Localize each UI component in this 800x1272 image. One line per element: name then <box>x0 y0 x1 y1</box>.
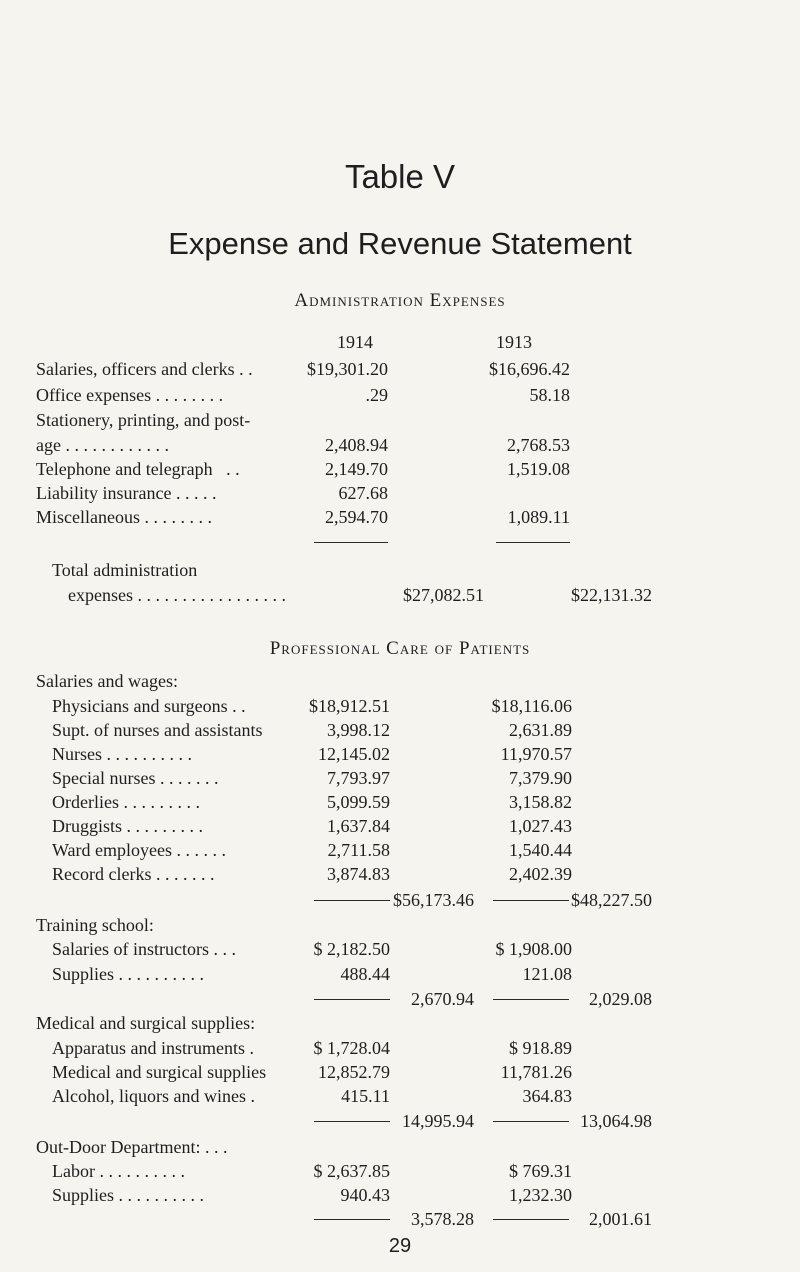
value-1914: .29 <box>365 385 388 405</box>
row-label: Miscellaneous . . . . . . . . <box>36 507 212 527</box>
value-1913: 2,402.39 <box>509 864 572 884</box>
admin-total-1913: $22,131.32 <box>571 585 652 605</box>
row-label: age . . . . . . . . . . . . <box>36 435 169 455</box>
value-1914: 2,408.94 <box>325 435 388 455</box>
value-1913: 7,379.90 <box>509 768 572 788</box>
value-1914: 2,594.70 <box>325 507 388 527</box>
admin-total-1914: $27,082.51 <box>403 585 484 605</box>
table-title: Table V <box>344 158 456 195</box>
row-label: Alcohol, liquors and wines . <box>52 1086 255 1106</box>
value-1914: $19,301.20 <box>307 359 388 379</box>
row-label: Supt. of nurses and assistants <box>52 720 263 740</box>
subtotal-rule <box>496 542 570 543</box>
group-heading: Medical and surgical supplies: <box>36 1013 256 1033</box>
value-1914: 3,874.83 <box>327 864 390 884</box>
admin-total-label: Total administration <box>52 560 198 580</box>
value-1913: 11,970.57 <box>500 744 572 764</box>
subtotal-rule <box>314 1219 390 1220</box>
value-1914: $ 2,182.50 <box>313 939 390 959</box>
page-number: 29 <box>388 1235 412 1257</box>
row-label: Salaries of instructors . . . <box>52 939 236 959</box>
group-total-1913: 13,064.98 <box>580 1111 652 1131</box>
value-1913: $16,696.42 <box>489 359 570 379</box>
value-1913: 1,540.44 <box>509 840 572 860</box>
group-heading: Training school: <box>36 915 154 935</box>
subtotal-rule <box>314 542 388 543</box>
group-total-1914: 3,578.28 <box>411 1209 474 1229</box>
subtotal-rule <box>493 900 569 901</box>
value-1913: 11,781.26 <box>500 1062 572 1082</box>
professional-section-heading: Professional Care of Patients <box>269 638 531 659</box>
value-1914: 5,099.59 <box>327 792 390 812</box>
row-label: Special nurses . . . . . . . <box>52 768 219 788</box>
group-total-1914: 2,670.94 <box>411 989 474 1009</box>
group-total-1913: 2,001.61 <box>589 1209 652 1229</box>
value-1913: 1,232.30 <box>509 1185 572 1205</box>
group-total-1913: $48,227.50 <box>571 890 652 910</box>
value-1914: $18,912.51 <box>309 696 390 716</box>
value-1914: $ 2,637.85 <box>313 1161 390 1181</box>
value-1914: 3,998.12 <box>327 720 390 740</box>
value-1914: $ 1,728.04 <box>313 1038 390 1058</box>
group-total-1914: 14,995.94 <box>402 1111 474 1131</box>
row-label: Orderlies . . . . . . . . . <box>52 792 200 812</box>
statement-title: Expense and Revenue Statement <box>168 226 632 261</box>
value-1914: 12,145.02 <box>318 744 390 764</box>
value-1914: 415.11 <box>341 1086 390 1106</box>
row-label: Record clerks . . . . . . . <box>52 864 215 884</box>
value-1913: $ 918.89 <box>509 1038 572 1058</box>
group-heading: Salaries and wages: <box>36 671 178 691</box>
row-label: Nurses . . . . . . . . . . <box>52 744 192 764</box>
subtotal-rule <box>493 1219 569 1220</box>
value-1913: $ 1,908.00 <box>495 939 572 959</box>
admin-total-label-cont: expenses . . . . . . . . . . . . . . . . . <box>68 585 286 605</box>
group-heading: Out-Door Department: . . . <box>36 1137 228 1157</box>
row-label: Supplies . . . . . . . . . . <box>52 1185 205 1205</box>
value-1914: 2,149.70 <box>325 459 388 479</box>
row-label: Salaries, officers and clerks . . <box>36 359 253 379</box>
admin-section-heading: Administration Expenses <box>294 290 506 311</box>
value-1913: $ 769.31 <box>509 1161 572 1181</box>
value-1914: 627.68 <box>338 483 388 503</box>
value-1913: 2,631.89 <box>509 720 572 740</box>
value-1913: 1,519.08 <box>507 459 570 479</box>
row-label: Apparatus and instruments . <box>52 1038 254 1058</box>
value-1914: 1,637.84 <box>327 816 390 836</box>
row-label: Office expenses . . . . . . . . <box>36 385 224 405</box>
value-1913: $18,116.06 <box>491 696 572 716</box>
row-label: Druggists . . . . . . . . . <box>52 816 204 836</box>
group-total-1914: $56,173.46 <box>393 890 474 910</box>
row-label: Ward employees . . . . . . <box>52 840 227 860</box>
value-1913: 121.08 <box>522 964 572 984</box>
row-label: Stationery, printing, and post- <box>36 410 251 430</box>
subtotal-rule <box>493 999 569 1000</box>
value-1913: 3,158.82 <box>509 792 572 812</box>
value-1913: 364.83 <box>522 1086 572 1106</box>
value-1913: 1,027.43 <box>509 816 572 836</box>
group-total-1913: 2,029.08 <box>589 989 652 1009</box>
value-1913: 2,768.53 <box>507 435 570 455</box>
row-label: Physicians and surgeons . . <box>52 696 246 716</box>
subtotal-rule <box>314 1121 390 1122</box>
value-1913: 58.18 <box>529 385 570 405</box>
subtotal-rule <box>493 1121 569 1122</box>
row-label: Medical and surgical supplies <box>52 1062 267 1082</box>
value-1914: 2,711.58 <box>327 840 390 860</box>
value-1914: 7,793.97 <box>327 768 390 788</box>
value-1914: 488.44 <box>340 964 390 984</box>
row-label: Telephone and telegraph . . <box>36 459 240 479</box>
row-label: Liability insurance . . . . . <box>36 483 217 503</box>
admin-col-1914: 1914 <box>337 332 373 352</box>
value-1914: 940.43 <box>340 1185 390 1205</box>
row-label: Supplies . . . . . . . . . . <box>52 964 205 984</box>
admin-col-1913: 1913 <box>496 332 532 352</box>
value-1914: 12,852.79 <box>318 1062 390 1082</box>
subtotal-rule <box>314 900 390 901</box>
value-1913: 1,089.11 <box>507 507 570 527</box>
row-label: Labor . . . . . . . . . . <box>52 1161 185 1181</box>
subtotal-rule <box>314 999 390 1000</box>
